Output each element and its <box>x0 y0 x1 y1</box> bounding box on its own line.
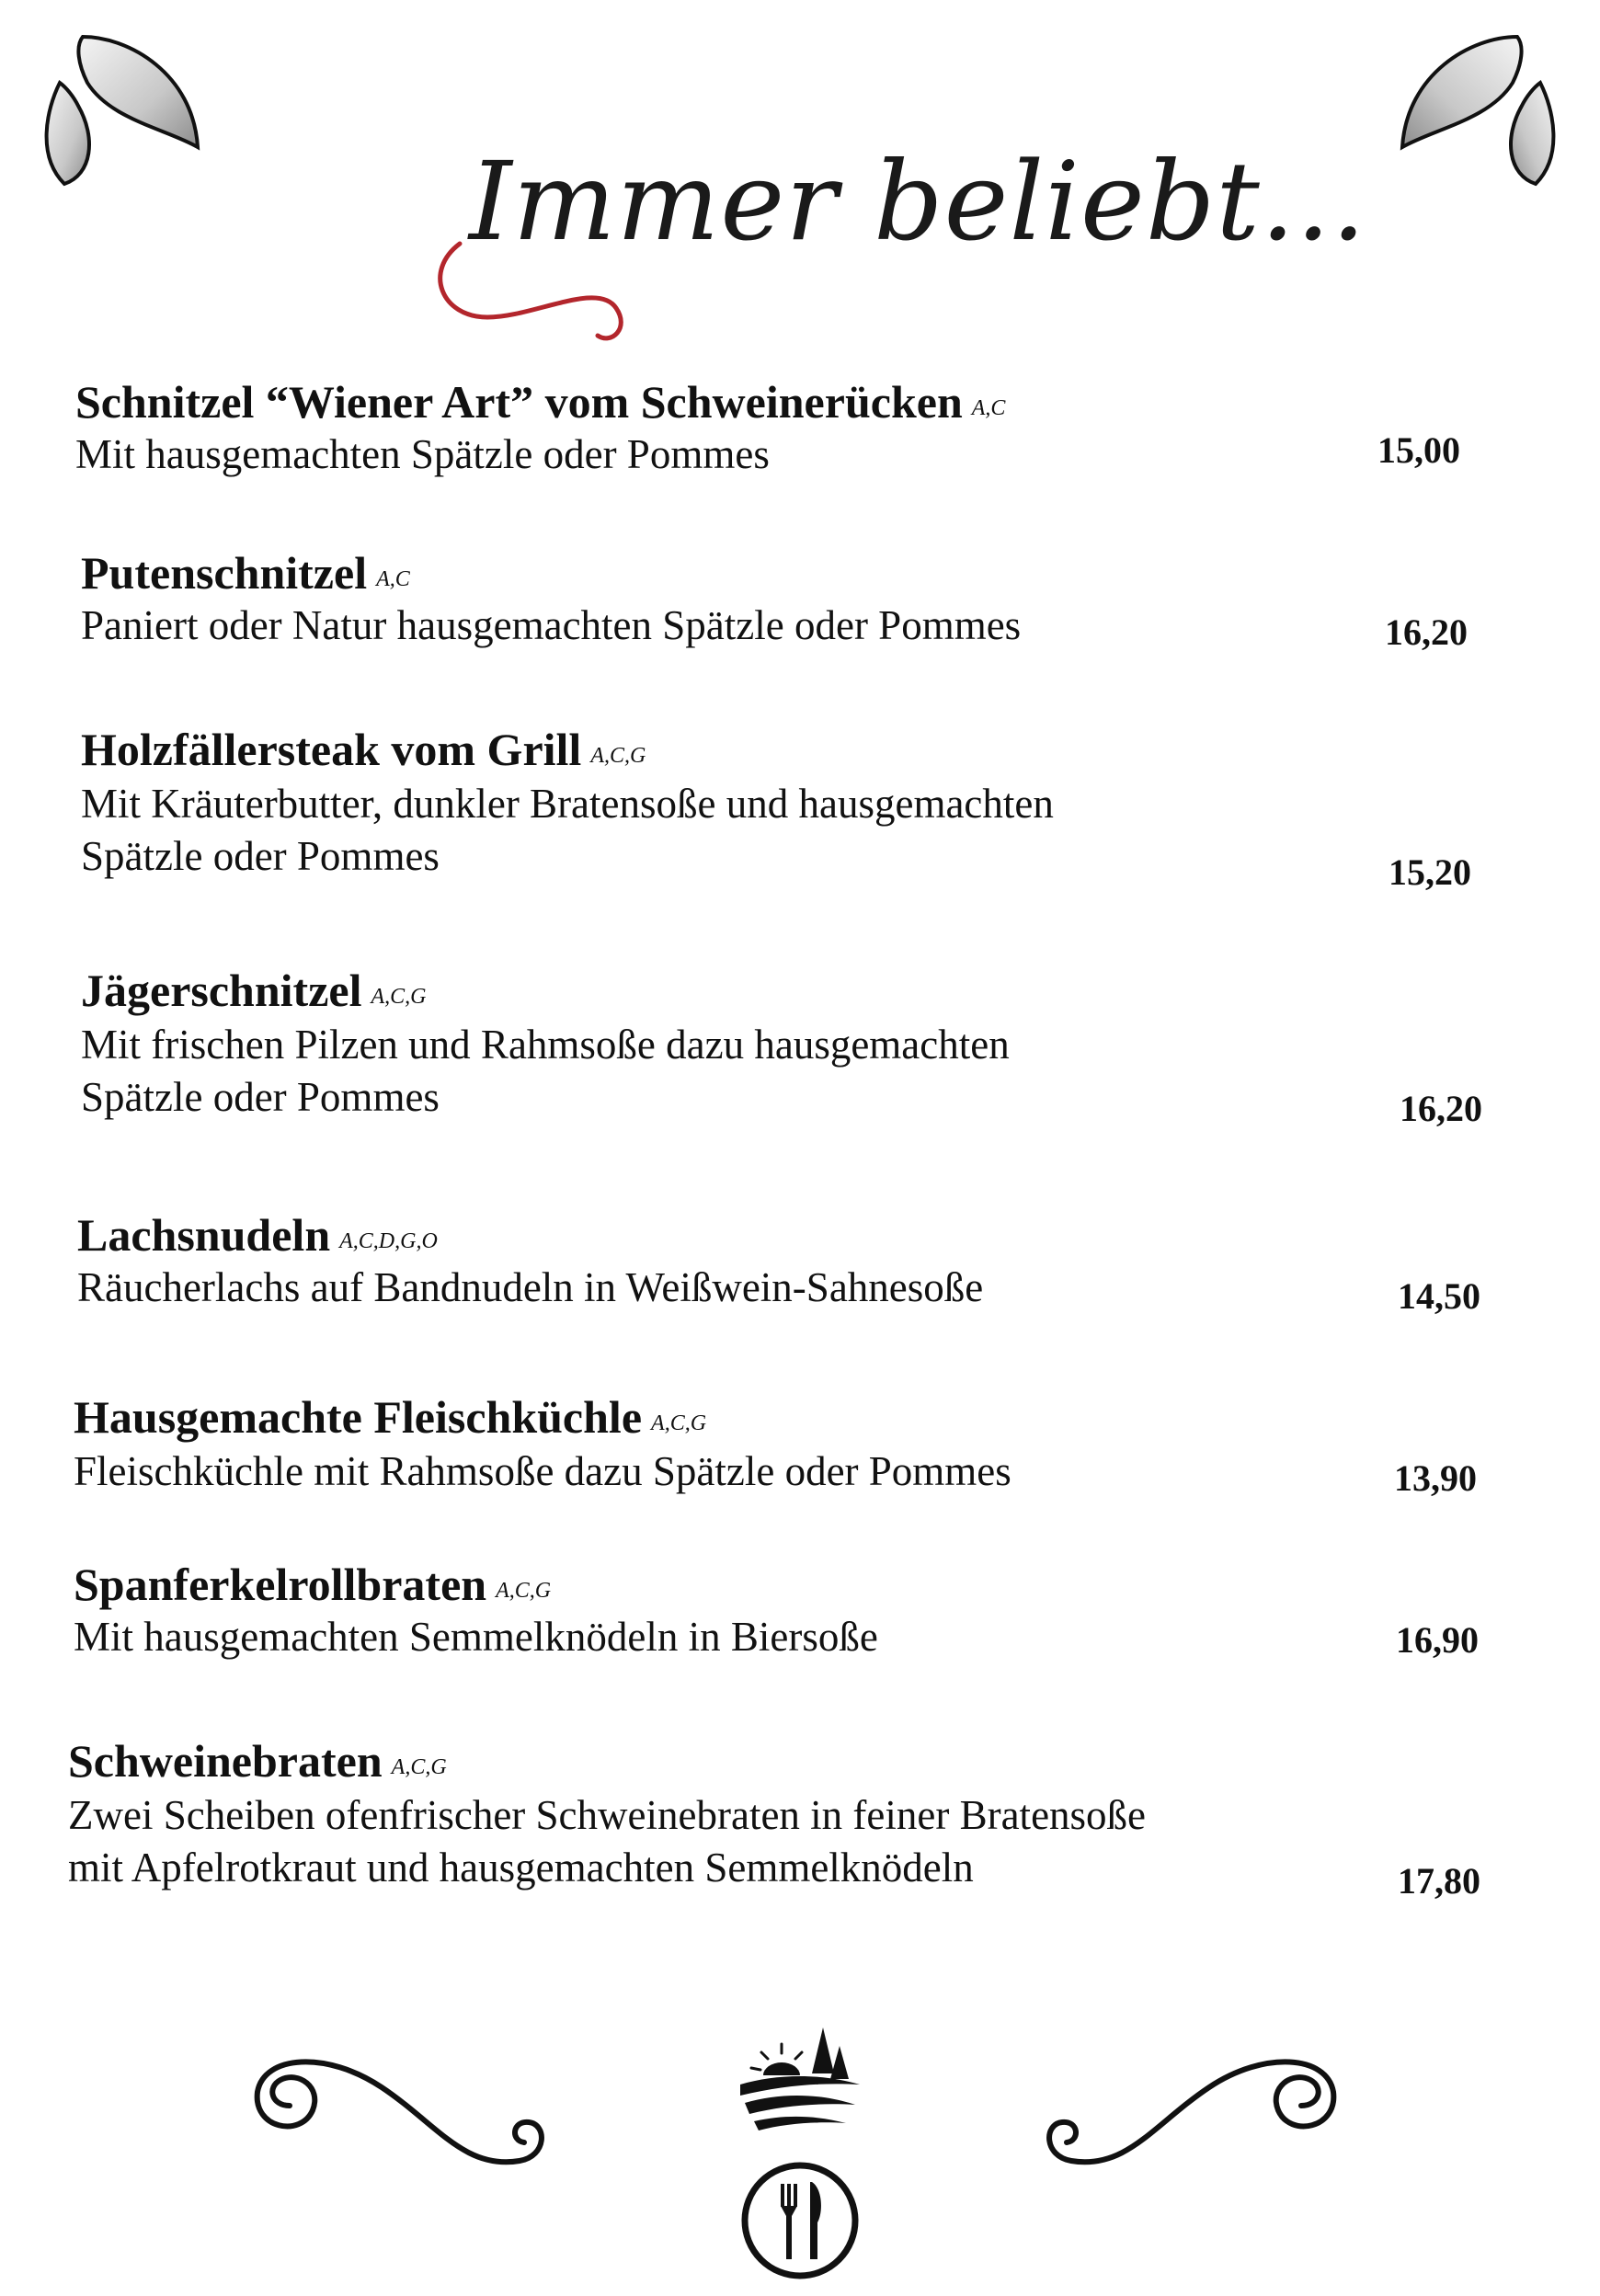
dish-name: Holzfällersteak vom Grill A,C,G <box>81 724 646 775</box>
dish-description: Paniert oder Natur hausgemachten Spätzle oder Pommes <box>81 602 1022 648</box>
dish-description: Fleischküchle mit Rahmsoße dazu Spätzle oder Pommes <box>74 1448 1011 1494</box>
allergen-codes: A,C,G <box>371 985 427 1009</box>
allergen-codes: A,C,G <box>651 1411 707 1435</box>
sunrise-landscape-cutlery-logo <box>731 2018 869 2285</box>
dish-price: 14,50 <box>1398 1275 1480 1317</box>
swirl-ornament-icon <box>244 2050 547 2207</box>
dish-price: 15,20 <box>1389 851 1471 893</box>
dish-name: Jägerschnitzel A,C,G <box>81 965 427 1016</box>
page-title: Immer beliebt... <box>469 138 1367 265</box>
swirl-ornament-icon <box>1044 2050 1347 2207</box>
dish-description: Mit Kräuterbutter, dunkler Bratensoße und hausgemachten Spätzle oder Pommes <box>81 781 1054 879</box>
dish-price: 16,20 <box>1385 611 1468 653</box>
page-title-block <box>432 138 1367 349</box>
dish-description: Mit hausgemachten Spätzle oder Pommes <box>75 431 770 477</box>
dish-name: Spanferkelrollbraten A,C,G <box>74 1559 552 1610</box>
dish-price: 15,00 <box>1377 429 1460 471</box>
dish-price: 16,20 <box>1400 1088 1482 1129</box>
allergen-codes: A,C <box>376 567 410 591</box>
dish-name: Schnitzel “Wiener Art” vom Schweinerücken A,C <box>75 376 1006 428</box>
allergen-codes: A,C,G <box>496 1579 552 1603</box>
dish-description: Mit hausgemachten Semmelknödeln in Biersoße <box>74 1614 878 1660</box>
allergen-codes: A,C <box>971 396 1006 420</box>
dish-price: 16,90 <box>1396 1619 1479 1661</box>
leaf-petals-icon <box>28 18 202 193</box>
dish-description: Zwei Scheiben ofenfrischer Schweinebraten in feiner Bratensoße mit Apfelrotkraut und hausgemachten Semmelknödeln <box>68 1792 1147 1890</box>
dish-name: Putenschnitzel A,C <box>81 547 410 599</box>
leaf-petals-icon <box>1398 18 1572 193</box>
allergen-codes: A,C,G <box>391 1755 447 1779</box>
allergen-codes: A,C,D,G,O <box>339 1229 438 1253</box>
dish-description: Mit frischen Pilzen und Rahmsoße dazu hausgemachten Spätzle oder Pommes <box>81 1022 1010 1120</box>
dish-name: Schweinebraten A,C,G <box>68 1735 447 1787</box>
dish-name: Hausgemachte Fleischküchle A,C,G <box>74 1391 707 1443</box>
dish-price: 13,90 <box>1394 1457 1477 1499</box>
allergen-codes: A,C,G <box>590 744 646 768</box>
dish-name: Lachsnudeln A,C,D,G,O <box>77 1209 438 1261</box>
dish-description: Räucherlachs auf Bandnudeln in Weißwein-Sahnesoße <box>77 1264 984 1310</box>
dish-price: 17,80 <box>1398 1860 1480 1902</box>
